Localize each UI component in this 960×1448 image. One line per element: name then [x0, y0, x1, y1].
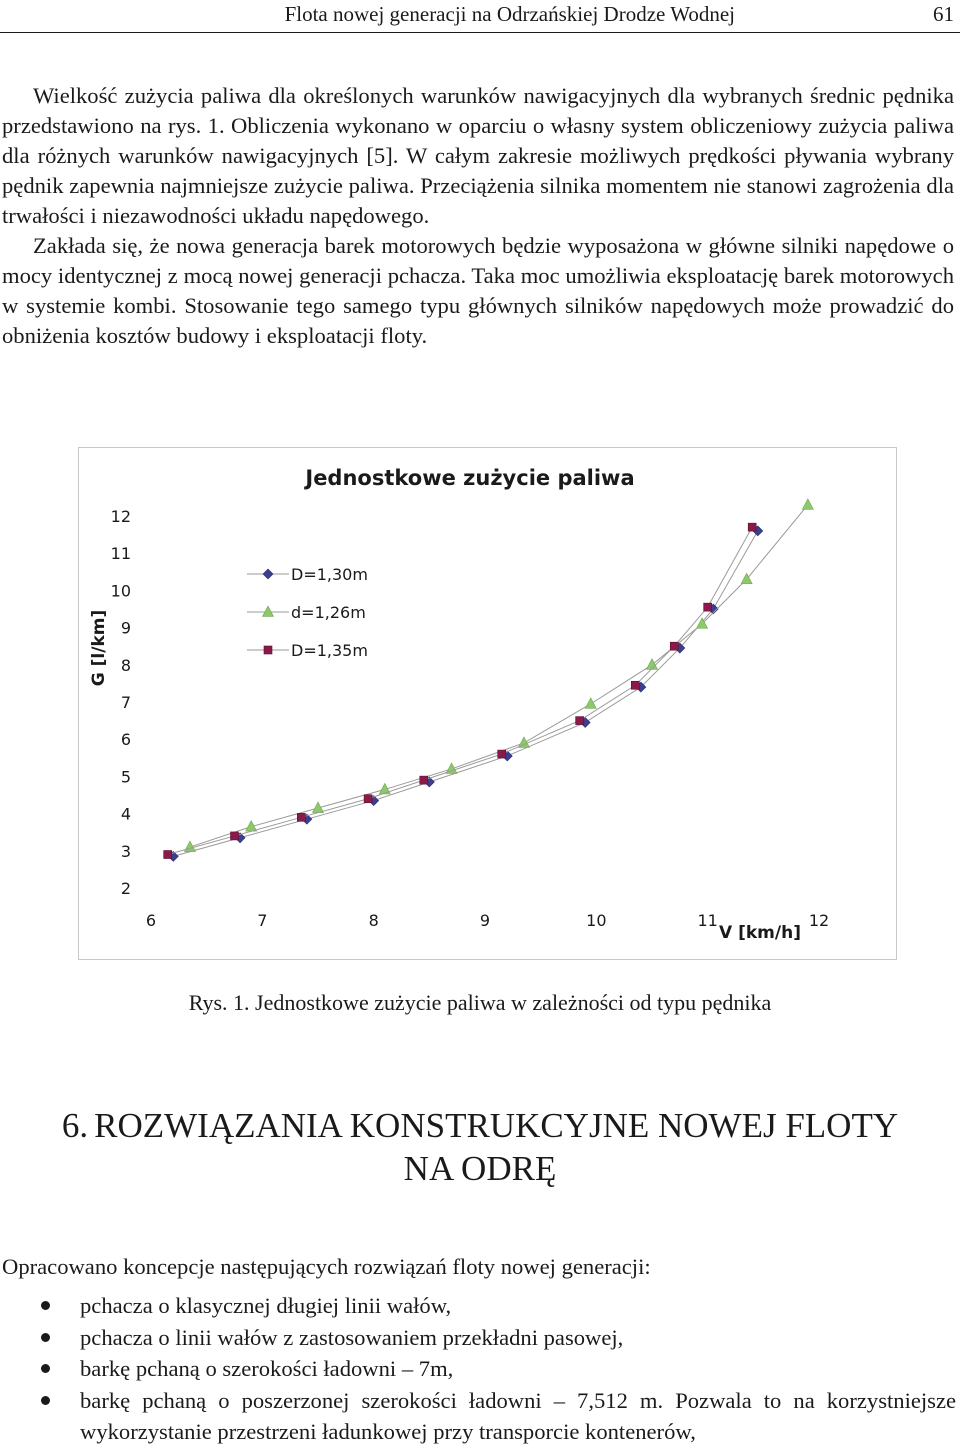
figure-caption: Rys. 1. Jednostkowe zużycie paliwa w zależności od typu pędnika	[188, 990, 772, 1015]
y-tick-label: 9	[120, 618, 131, 638]
x-axis-label: V [km/h]	[719, 923, 801, 943]
list-item-text: pchacza o linii wałów z zastosowaniem przekładni pasowej,	[80, 1324, 624, 1350]
series-line	[168, 527, 753, 854]
x-tick-label: 10	[586, 911, 607, 930]
data-point	[231, 832, 239, 840]
y-axis-label: G [l/km]	[89, 609, 109, 687]
legend-item	[247, 603, 366, 622]
section-title-line2: NA ODRĘ	[403, 1149, 557, 1188]
list-item-text: barkę pchaną o poszerzonej szerokości ładowni – 7,512 m. Pozwala to na korzystniejsze wykorzystanie przestrzeni ładunkowej przy transporcie kontenerów,	[80, 1387, 956, 1444]
data-point	[670, 642, 678, 650]
data-point	[297, 813, 305, 821]
legend-marker	[263, 606, 274, 617]
series-line	[190, 505, 808, 847]
data-point	[748, 523, 756, 531]
legend-marker	[263, 569, 273, 579]
y-tick-label: 10	[110, 581, 131, 601]
section-number: 6.	[61, 1106, 89, 1145]
list-item	[0, 1290, 956, 1322]
page-number: 61	[933, 2, 954, 26]
fuel-consumption-chart	[79, 448, 896, 959]
list-item	[0, 1353, 956, 1385]
y-tick-label: 8	[120, 655, 131, 675]
data-point	[704, 603, 712, 611]
x-tick-label: 12	[808, 911, 830, 930]
y-tick-label: 2	[120, 879, 131, 898]
x-tick-label: 7	[257, 911, 268, 930]
data-point	[364, 795, 372, 803]
data-point	[420, 776, 428, 784]
paragraph: Wielkość zużycia paliwa dla określonych warunków nawigacyjnych dla wybranych średnic pędnika przedstawiono na rys. 1. Obliczenia wykonano w oparciu o własny system obliczeniowy zużycia paliwa dla różnych warunków nawigacyjnych [5]. W całym zakresie możliwych prędkości pływania wybrany pędnik zapewnia najmniejsze zużycie paliwa. Przeciążenia silnika momentem nie stanowi zagrożenia dla trwałości i niezawodności układu napędowego.	[2, 83, 954, 228]
series-line	[173, 531, 758, 857]
bullet-icon	[41, 1301, 50, 1310]
figure-chart	[78, 447, 897, 960]
legend-label: d=1,26m	[291, 603, 366, 622]
y-tick-label: 11	[110, 544, 131, 564]
section-heading	[0, 1104, 960, 1190]
legend-marker	[264, 646, 272, 654]
legend-label: D=1,35m	[291, 641, 368, 660]
y-tick-label: 12	[110, 507, 131, 526]
list-item	[0, 1322, 956, 1354]
section-title-line1: ROZWIĄZANIA KONSTRUKCYJNE NOWEJ FLOTY	[94, 1106, 899, 1145]
list-item	[0, 1385, 956, 1448]
x-tick-label: 11	[697, 911, 718, 930]
data-point	[802, 499, 813, 510]
chart-legend	[247, 565, 368, 660]
legend-label: D=1,30m	[291, 565, 368, 584]
bullet-icon	[41, 1333, 50, 1342]
y-tick-label: 5	[120, 767, 131, 787]
list-item-text: barkę pchaną o szerokości ładowni – 7m,	[80, 1356, 454, 1381]
legend-item	[247, 565, 368, 584]
running-header	[0, 0, 960, 33]
list-item-text: pchacza o klasycznej długiej linii wałów,	[80, 1293, 452, 1318]
chart-title: Jednostkowe zużycie paliwa	[305, 466, 635, 490]
data-point	[164, 851, 172, 859]
data-point	[631, 681, 639, 689]
x-tick-label: 8	[368, 911, 379, 930]
y-tick-label: 3	[120, 841, 131, 861]
legend-item	[247, 641, 368, 660]
x-tick-label: 9	[479, 911, 491, 930]
data-point	[184, 841, 195, 852]
series-3	[164, 523, 757, 858]
y-tick-label: 7	[120, 693, 131, 712]
series-layer	[164, 499, 814, 862]
data-point	[576, 717, 584, 725]
bullet-list	[0, 1290, 956, 1448]
data-point	[498, 750, 506, 758]
series-1	[168, 526, 763, 862]
y-axis-ticks	[111, 507, 131, 898]
y-tick-label: 4	[120, 804, 131, 824]
section-intro: Opracowano koncepcje następujących rozwiązań floty nowej generacji:	[2, 1254, 651, 1279]
body-text	[2, 81, 954, 351]
bullet-icon	[41, 1396, 50, 1405]
running-header-title: Flota nowej generacji na Odrzańskiej Drodze Wodnej	[284, 2, 735, 26]
x-tick-label: 6	[145, 911, 157, 930]
y-tick-label: 6	[120, 730, 131, 750]
data-point	[585, 698, 596, 709]
series-2	[184, 499, 813, 852]
paragraph: Zakłada się, że nowa generacja barek motorowych będzie wyposażona w główne silniki napędowe o mocy identycznej z mocą nowej generacji pchacza. Taka moc umożliwia eksploatację barek motorowych w systemie kombi. Stosowanie tego samego typu głównych silników napędowych może prowadzić do obniżenia kosztów budowy i eksploatacji floty.	[2, 233, 954, 348]
bullet-icon	[41, 1364, 50, 1373]
